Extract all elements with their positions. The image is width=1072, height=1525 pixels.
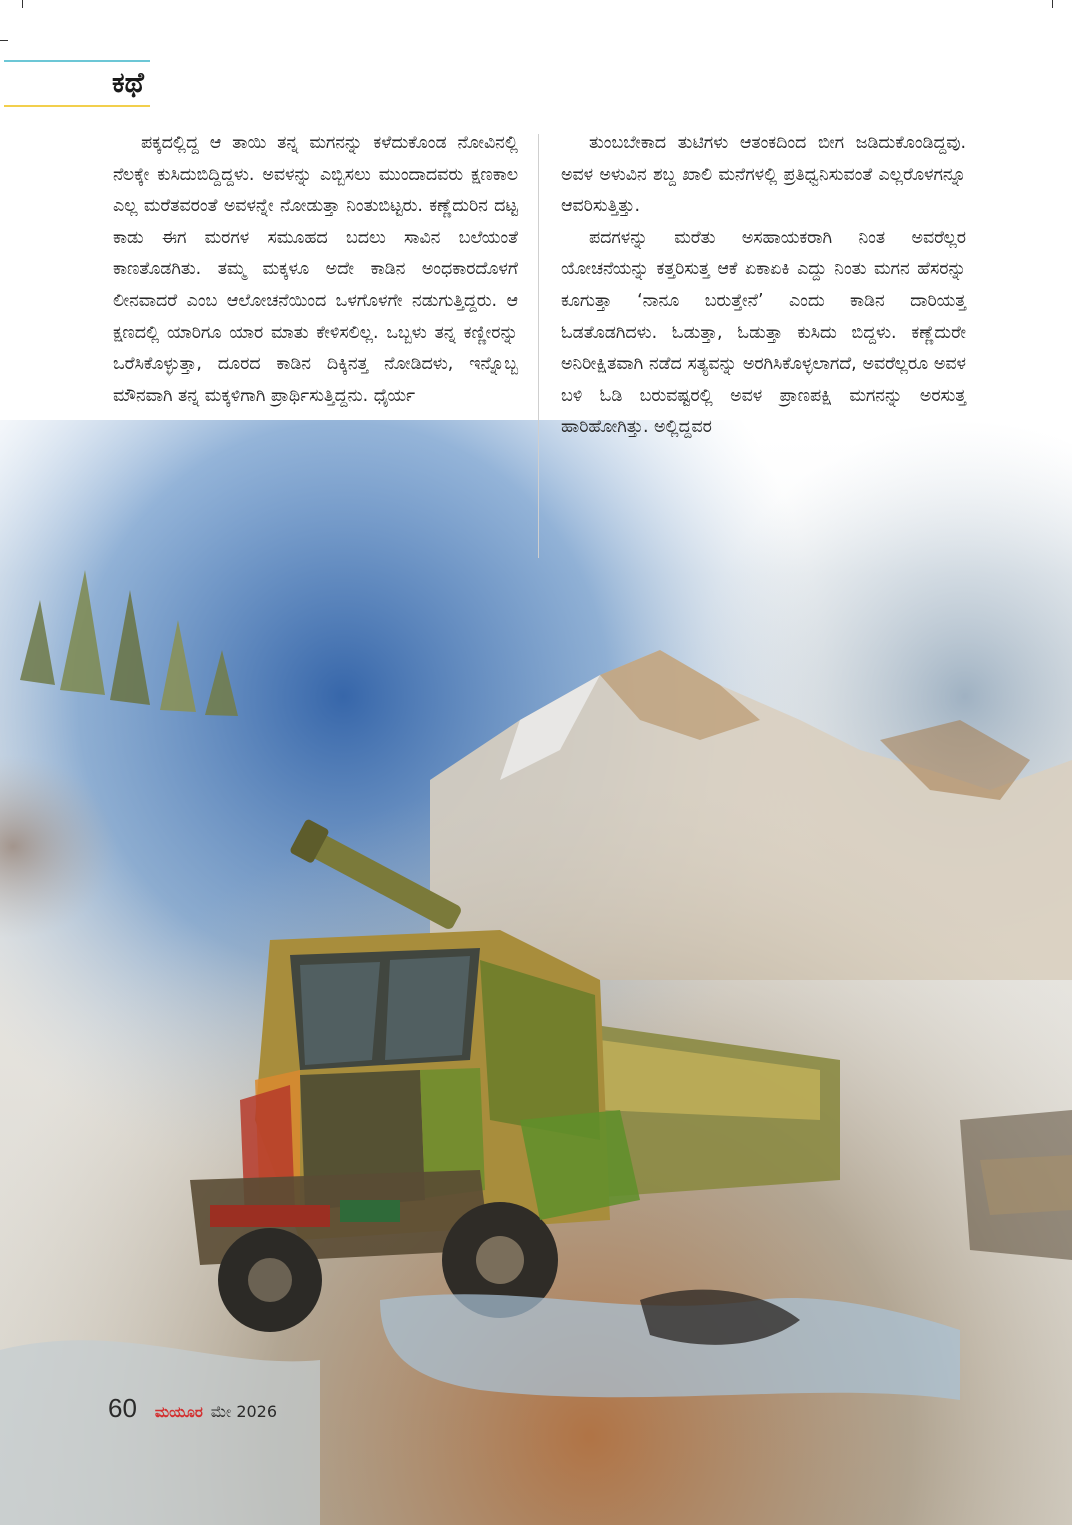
magazine-logo: ಮಯೂರ bbox=[154, 1403, 203, 1421]
paragraph: ಪದಗಳನ್ನು ಮರೆತು ಅಸಹಾಯಕರಾಗಿ ನಿಂತ ಅವರೆಲ್ಲರ ಯೋಚನೆಯನ್ನು ಕತ್ತರಿಸುತ್ತ ಆಕೆ ಏಕಾಏಕಿ ಎದ್ದು ನಿಂತು ಮಗನ ಹೆಸರನ್ನು ಕೂಗುತ್ತಾ ‘ನಾನೂ ಬರುತ್ತೇನೆ’ ಎಂದು ಕಾಡಿನ ದಾರಿಯತ್ತ ಓಡತೊಡಗಿದಳು. ಓಡುತ್ತಾ, ಓಡುತ್ತಾ ಕುಸಿದು ಬಿದ್ದಳು. ಕಣ್ಣೆದುರೇ ಅನಿರೀಕ್ಷಿತವಾಗಿ ನಡೆದ ಸತ್ಯವನ್ನು ಅರಗಿಸಿಕೊಳ್ಳಲಾಗದೆ, ಅವರೆಲ್ಲರೂ ಅವಳ ಬಳಿ ಓಡಿ ಬರುವಷ್ಟರಲ್ಲಿ ಅವಳ ಪ್ರಾಣಪಕ್ಷಿ ಮಗನನ್ನು ಅರಸುತ್ತ ಹಾರಿಹೋಗಿತ್ತು. ಅಲ್ಲಿದ್ದವರ bbox=[561, 227, 966, 438]
header-rule-top bbox=[4, 60, 150, 62]
article-column-left bbox=[113, 128, 518, 412]
crop-mark-top-right bbox=[1052, 0, 1053, 8]
article-column-right bbox=[561, 128, 966, 444]
page-footer bbox=[108, 1393, 277, 1424]
watercolor-illustration bbox=[0, 420, 1072, 1525]
page-number: 60 bbox=[108, 1393, 137, 1423]
issue-date: ಮೇ 2026 bbox=[210, 1402, 278, 1421]
paragraph: ಪಕ್ಕದಲ್ಲಿದ್ದ ಆ ತಾಯಿ ತನ್ನ ಮಗನನ್ನು ಕಳೆದುಕೊಂಡ ನೋವಿನಲ್ಲಿ ನೆಲಕ್ಕೇ ಕುಸಿದುಬಿದ್ದಿದ್ದಳು. ಅವಳನ್ನು ಎಬ್ಬಿಸಲು ಮುಂದಾದವರು ಕ್ಷಣಕಾಲ ಎಲ್ಲ ಮರೆತವರಂತೆ ಅವಳನ್ನೇ ನೋಡುತ್ತಾ ನಿಂತುಬಿಟ್ಟರು. ಕಣ್ಣೆದುರಿನ ದಟ್ಟ ಕಾಡು ಈಗ ಮರಗಳ ಸಮೂಹದ ಬದಲು ಸಾವಿನ ಬಲೆಯಂತೆ ಕಾಣತೊಡಗಿತು. ತಮ್ಮ ಮಕ್ಕಳೂ ಅದೇ ಕಾಡಿನ ಅಂಧಕಾರದೊಳಗೆ ಲೀನವಾದರೆ ಎಂಬ ಆಲೋಚನೆಯಿಂದ ಒಳಗೊಳಗೇ ನಡುಗುತ್ತಿದ್ದರು. ಆ ಕ್ಷಣದಲ್ಲಿ ಯಾರಿಗೂ ಯಾರ ಮಾತು ಕೇಳಿಸಲಿಲ್ಲ. ಒಬ್ಬಳು ತನ್ನ ಕಣ್ಣೀರನ್ನು ಒರೆಸಿಕೊಳ್ಳುತ್ತಾ, ದೂರದ ಕಾಡಿನ ದಿಕ್ಕಿನತ್ತ ನೋಡಿದಳು, ಇನ್ನೊಬ್ಬ ಮೌನವಾಗಿ ತನ್ನ ಮಕ್ಕಳಿಗಾಗಿ ಪ್ರಾರ್ಥಿಸುತ್ತಿದ್ದನು. ಧೈರ್ಯ bbox=[113, 133, 518, 406]
paragraph: ತುಂಬಬೇಕಾದ ತುಟಿಗಳು ಆತಂಕದಿಂದ ಬೀಗ ಜಡಿದುಕೊಂಡಿದ್ದವು. ಅವಳ ಅಳುವಿನ ಶಬ್ದ ಖಾಲಿ ಮನೆಗಳಲ್ಲಿ ಪ್ರತಿಧ್ವನಿಸುವಂತೆ ಎಲ್ಲರೊಳಗನ್ನೂ ಆವರಿಸುತ್ತಿತ್ತು. bbox=[561, 133, 966, 217]
crop-mark-top-left bbox=[22, 0, 23, 8]
section-title: ಕಥೆ bbox=[112, 66, 144, 99]
crop-mark-left-upper bbox=[0, 40, 8, 41]
column-divider bbox=[538, 134, 539, 558]
header-rule-bottom bbox=[4, 105, 150, 107]
